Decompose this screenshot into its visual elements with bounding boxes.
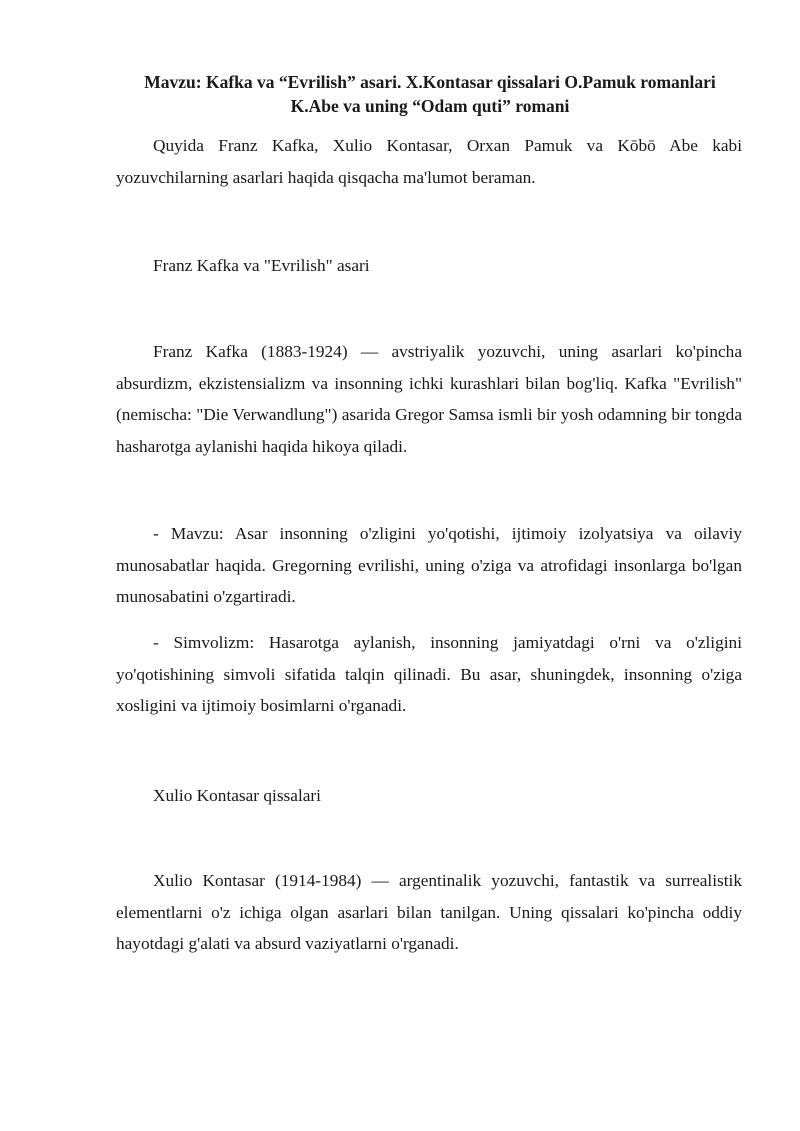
kontasar-paragraph: Xulio Kontasar (1914-1984) — argentinalik yozuvchi, fantastik va surrealistik elementlarni o'z ichiga olgan asarlari bilan tanilgan. Uning qissalari ko'pincha oddiy hayotdagi g'alati va absurd vaziyatlarni o'rganadi. bbox=[116, 871, 742, 953]
title-line-2: K.Abe va uning “Odam quti” romani bbox=[290, 96, 570, 116]
section-heading-kontasar: Xulio Kontasar qissalari bbox=[153, 786, 321, 805]
intro-paragraph: Quyida Franz Kafka, Xulio Kontasar, Orxan Pamuk va Kōbō Abe kabi yozuvchilarning asarlari haqida qisqacha ma'lumot beraman. bbox=[116, 136, 742, 187]
section-heading-kafka: Franz Kafka va "Evrilish" asari bbox=[153, 256, 370, 275]
kafka-theme-bullet: - Mavzu: Asar insonning o'zligini yo'qotishi, ijtimoiy izolyatsiya va oilaviy munosabatlar haqida. Gregorning evrilishi, uning o'ziga va atrofidagi insonlarga bo'lgan munosabatini o'zgartiradi. bbox=[116, 524, 742, 606]
kafka-symbolism-bullet: - Simvolizm: Hasarotga aylanish, insonning jamiyatdagi o'rni va o'zligini yo'qotishining simvoli sifatida talqin qilinadi. Bu asar, shuningdek, insonning o'ziga xosligini va ijtimoiy bosimlarni o'rganadi. bbox=[116, 633, 742, 715]
title-line-1: Mavzu: Kafka va “Evrilish” asari. X.Kontasar qissalari O.Pamuk romanlari bbox=[144, 72, 716, 92]
kafka-paragraph: Franz Kafka (1883-1924) — avstriyalik yozuvchi, uning asarlari ko'pincha absurdizm, ekzistensializm va insonning ichki kurashlari bilan bog'liq. Kafka "Evrilish" (nemischa: "Die Verwandlung") asarida Gregor Samsa ismli bir yosh odamning bir tongda hasharotga aylanishi haqida hikoya qiladi. bbox=[116, 342, 742, 456]
page-title bbox=[100, 70, 760, 118]
